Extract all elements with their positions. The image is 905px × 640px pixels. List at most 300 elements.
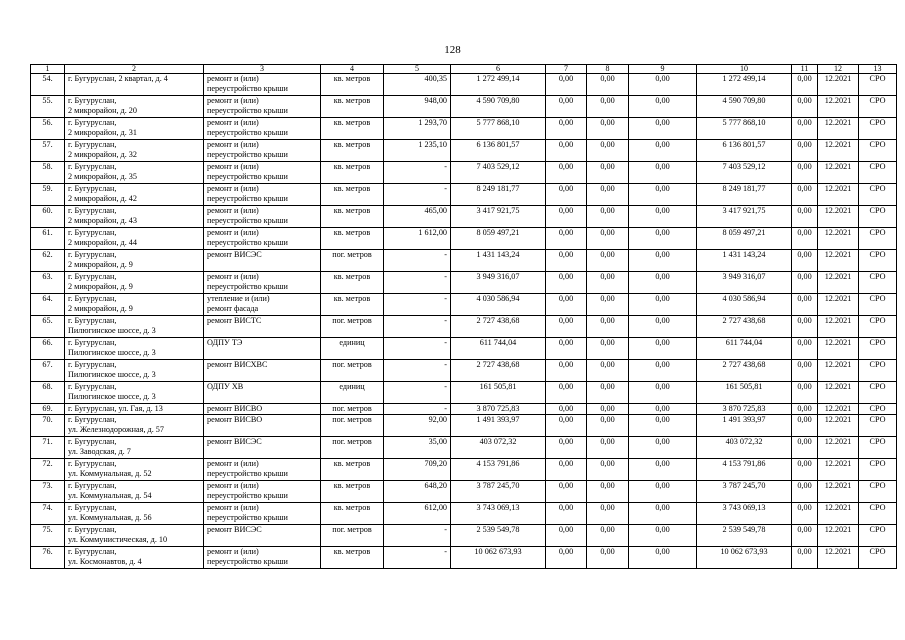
col7-cell: 0,00 (546, 74, 587, 96)
completion-date-cell: 12.2021 (818, 360, 859, 382)
completion-date-cell: 12.2021 (818, 437, 859, 459)
col11-cell: 0,00 (792, 360, 818, 382)
col10-cell: 2 727 438,68 (697, 360, 792, 382)
work-type-cell: ремонт и (или) переустройство крыши (204, 228, 321, 250)
quantity-cell: 709,20 (384, 459, 451, 481)
address-cell: г. Бугуруслан, 2 микрорайон, д. 20 (65, 96, 204, 118)
funding-source-cell: СРО (859, 547, 897, 569)
work-type-cell: ремонт ВИСЭС (204, 437, 321, 459)
col10-cell: 4 153 791,86 (697, 459, 792, 481)
col11-cell: 0,00 (792, 118, 818, 140)
col10-cell: 4 590 709,80 (697, 96, 792, 118)
col10-cell: 161 505,81 (697, 382, 792, 404)
address-cell: г. Бугуруслан, 2 микрорайон, д. 32 (65, 140, 204, 162)
completion-date-cell: 12.2021 (818, 96, 859, 118)
col7-cell: 0,00 (546, 118, 587, 140)
column-number-11: 11 (792, 65, 818, 74)
table-row (31, 162, 897, 184)
funding-source-cell: СРО (859, 503, 897, 525)
completion-date-cell: 12.2021 (818, 272, 859, 294)
work-type-cell: ремонт и (или) переустройство крыши (204, 184, 321, 206)
col8-cell: 0,00 (587, 547, 629, 569)
col11-cell: 0,00 (792, 404, 818, 415)
col9-cell: 0,00 (629, 162, 697, 184)
table-row (31, 294, 897, 316)
funding-source-cell: СРО (859, 96, 897, 118)
col8-cell: 0,00 (587, 228, 629, 250)
quantity-cell: 465,00 (384, 206, 451, 228)
col8-cell: 0,00 (587, 96, 629, 118)
funding-source-cell: СРО (859, 316, 897, 338)
row-number: 66. (31, 338, 65, 360)
completion-date-cell: 12.2021 (818, 547, 859, 569)
column-number-7: 7 (546, 65, 587, 74)
work-type-cell: ремонт и (или) переустройство крыши (204, 272, 321, 294)
funding-source-cell: СРО (859, 404, 897, 415)
completion-date-cell: 12.2021 (818, 503, 859, 525)
unit-cell: пог. метров (321, 404, 384, 415)
completion-date-cell: 12.2021 (818, 228, 859, 250)
col9-cell: 0,00 (629, 206, 697, 228)
address-cell: г. Бугуруслан, 2 микрорайон, д. 9 (65, 294, 204, 316)
quantity-cell: - (384, 184, 451, 206)
col11-cell: 0,00 (792, 547, 818, 569)
unit-cell: кв. метров (321, 74, 384, 96)
total-cost-cell: 1 272 499,14 (451, 74, 546, 96)
column-number-8: 8 (587, 65, 629, 74)
row-number: 70. (31, 415, 65, 437)
col7-cell: 0,00 (546, 382, 587, 404)
col7-cell: 0,00 (546, 140, 587, 162)
funding-source-cell: СРО (859, 74, 897, 96)
address-cell: г. Бугуруслан, 2 микрорайон, д. 35 (65, 162, 204, 184)
completion-date-cell: 12.2021 (818, 140, 859, 162)
row-number: 62. (31, 250, 65, 272)
col11-cell: 0,00 (792, 206, 818, 228)
completion-date-cell: 12.2021 (818, 250, 859, 272)
work-type-cell: ремонт ВИСЭС (204, 525, 321, 547)
row-number: 55. (31, 96, 65, 118)
funding-source-cell: СРО (859, 184, 897, 206)
quantity-cell: 948,00 (384, 96, 451, 118)
completion-date-cell: 12.2021 (818, 459, 859, 481)
work-type-cell: ремонт и (или) переустройство крыши (204, 74, 321, 96)
row-number: 60. (31, 206, 65, 228)
col9-cell: 0,00 (629, 250, 697, 272)
total-cost-cell: 4 590 709,80 (451, 96, 546, 118)
col9-cell: 0,00 (629, 316, 697, 338)
col10-cell: 3 949 316,07 (697, 272, 792, 294)
table-row (31, 382, 897, 404)
quantity-cell: - (384, 272, 451, 294)
col10-cell: 3 417 921,75 (697, 206, 792, 228)
col8-cell: 0,00 (587, 250, 629, 272)
row-number: 76. (31, 547, 65, 569)
completion-date-cell: 12.2021 (818, 415, 859, 437)
work-type-cell: ремонт и (или) переустройство крыши (204, 118, 321, 140)
address-cell: г. Бугуруслан, ул. Коммунальная, д. 54 (65, 481, 204, 503)
col8-cell: 0,00 (587, 162, 629, 184)
quantity-cell: 35,00 (384, 437, 451, 459)
completion-date-cell: 12.2021 (818, 74, 859, 96)
col8-cell: 0,00 (587, 140, 629, 162)
address-cell: г. Бугуруслан, ул. Железнодорожная, д. 57 (65, 415, 204, 437)
col7-cell: 0,00 (546, 338, 587, 360)
table-row (31, 481, 897, 503)
total-cost-cell: 2 727 438,68 (451, 316, 546, 338)
total-cost-cell: 3 949 316,07 (451, 272, 546, 294)
funding-source-cell: СРО (859, 338, 897, 360)
quantity-cell: - (384, 338, 451, 360)
unit-cell: кв. метров (321, 503, 384, 525)
row-number: 64. (31, 294, 65, 316)
completion-date-cell: 12.2021 (818, 404, 859, 415)
col8-cell: 0,00 (587, 272, 629, 294)
address-cell: г. Бугуруслан, 2 микрорайон, д. 42 (65, 184, 204, 206)
unit-cell: пог. метров (321, 250, 384, 272)
col8-cell: 0,00 (587, 316, 629, 338)
work-type-cell: ремонт и (или) переустройство крыши (204, 206, 321, 228)
col7-cell: 0,00 (546, 360, 587, 382)
row-number: 73. (31, 481, 65, 503)
col10-cell: 1 491 393,97 (697, 415, 792, 437)
table-row (31, 360, 897, 382)
total-cost-cell: 161 505,81 (451, 382, 546, 404)
col8-cell: 0,00 (587, 415, 629, 437)
row-number: 65. (31, 316, 65, 338)
table-row (31, 96, 897, 118)
total-cost-cell: 4 030 586,94 (451, 294, 546, 316)
col10-cell: 2 727 438,68 (697, 316, 792, 338)
row-number: 68. (31, 382, 65, 404)
quantity-cell: - (384, 382, 451, 404)
quantity-cell: 400,35 (384, 74, 451, 96)
column-number-3: 3 (204, 65, 321, 74)
completion-date-cell: 12.2021 (818, 481, 859, 503)
funding-source-cell: СРО (859, 459, 897, 481)
capital-repair-table (30, 64, 897, 569)
row-number: 61. (31, 228, 65, 250)
col11-cell: 0,00 (792, 316, 818, 338)
col7-cell: 0,00 (546, 503, 587, 525)
address-cell: г. Бугуруслан, 2 микрорайон, д. 9 (65, 250, 204, 272)
quantity-cell: - (384, 162, 451, 184)
col8-cell: 0,00 (587, 503, 629, 525)
col10-cell: 4 030 586,94 (697, 294, 792, 316)
col11-cell: 0,00 (792, 96, 818, 118)
col9-cell: 0,00 (629, 547, 697, 569)
col7-cell: 0,00 (546, 316, 587, 338)
work-type-cell: ремонт и (или) переустройство крыши (204, 481, 321, 503)
funding-source-cell: СРО (859, 162, 897, 184)
column-number-12: 12 (818, 65, 859, 74)
row-number: 71. (31, 437, 65, 459)
funding-source-cell: СРО (859, 140, 897, 162)
col8-cell: 0,00 (587, 206, 629, 228)
unit-cell: кв. метров (321, 162, 384, 184)
unit-cell: пог. метров (321, 316, 384, 338)
col9-cell: 0,00 (629, 118, 697, 140)
address-cell: г. Бугуруслан, Пилюгинское шоссе, д. 3 (65, 360, 204, 382)
address-cell: г. Бугуруслан, Пилюгинское шоссе, д. 3 (65, 338, 204, 360)
quantity-cell: 92,00 (384, 415, 451, 437)
quantity-cell: 1 293,70 (384, 118, 451, 140)
unit-cell: кв. метров (321, 228, 384, 250)
total-cost-cell: 3 870 725,83 (451, 404, 546, 415)
quantity-cell: 1 235,10 (384, 140, 451, 162)
quantity-cell: 612,00 (384, 503, 451, 525)
funding-source-cell: СРО (859, 360, 897, 382)
col11-cell: 0,00 (792, 294, 818, 316)
page-number: 128 (444, 44, 461, 56)
quantity-cell: - (384, 316, 451, 338)
col10-cell: 3 743 069,13 (697, 503, 792, 525)
address-cell: г. Бугуруслан, 2 микрорайон, д. 44 (65, 228, 204, 250)
total-cost-cell: 403 072,32 (451, 437, 546, 459)
work-type-cell: ремонт ВИСТС (204, 316, 321, 338)
table-row (31, 404, 897, 415)
total-cost-cell: 6 136 801,57 (451, 140, 546, 162)
address-cell: г. Бугуруслан, Пилюгинское шоссе, д. 3 (65, 316, 204, 338)
unit-cell: единиц (321, 382, 384, 404)
col10-cell: 3 870 725,83 (697, 404, 792, 415)
address-cell: г. Бугуруслан, ул. Коммунистическая, д. 10 (65, 525, 204, 547)
column-number-5: 5 (384, 65, 451, 74)
row-number: 57. (31, 140, 65, 162)
table-row (31, 338, 897, 360)
column-number-2: 2 (65, 65, 204, 74)
unit-cell: кв. метров (321, 206, 384, 228)
col8-cell: 0,00 (587, 338, 629, 360)
col8-cell: 0,00 (587, 294, 629, 316)
work-type-cell: ОДПУ ХВ (204, 382, 321, 404)
col7-cell: 0,00 (546, 547, 587, 569)
quantity-cell: - (384, 294, 451, 316)
col11-cell: 0,00 (792, 382, 818, 404)
col9-cell: 0,00 (629, 96, 697, 118)
row-number: 54. (31, 74, 65, 96)
table-row (31, 437, 897, 459)
table-row (31, 184, 897, 206)
col10-cell: 10 062 673,93 (697, 547, 792, 569)
completion-date-cell: 12.2021 (818, 338, 859, 360)
total-cost-cell: 611 744,04 (451, 338, 546, 360)
total-cost-cell: 1 431 143,24 (451, 250, 546, 272)
completion-date-cell: 12.2021 (818, 294, 859, 316)
quantity-cell: - (384, 525, 451, 547)
work-type-cell: ремонт и (или) переустройство крыши (204, 459, 321, 481)
row-number: 74. (31, 503, 65, 525)
col8-cell: 0,00 (587, 118, 629, 140)
column-number-4: 4 (321, 65, 384, 74)
quantity-cell: 1 612,00 (384, 228, 451, 250)
row-number: 72. (31, 459, 65, 481)
col8-cell: 0,00 (587, 459, 629, 481)
col7-cell: 0,00 (546, 162, 587, 184)
col11-cell: 0,00 (792, 415, 818, 437)
unit-cell: кв. метров (321, 96, 384, 118)
col7-cell: 0,00 (546, 415, 587, 437)
table-row (31, 250, 897, 272)
col10-cell: 3 787 245,70 (697, 481, 792, 503)
col7-cell: 0,00 (546, 404, 587, 415)
table-row (31, 503, 897, 525)
col7-cell: 0,00 (546, 250, 587, 272)
work-type-cell: ремонт и (или) переустройство крыши (204, 96, 321, 118)
col8-cell: 0,00 (587, 404, 629, 415)
col7-cell: 0,00 (546, 525, 587, 547)
col8-cell: 0,00 (587, 360, 629, 382)
col7-cell: 0,00 (546, 272, 587, 294)
col9-cell: 0,00 (629, 404, 697, 415)
col11-cell: 0,00 (792, 74, 818, 96)
col9-cell: 0,00 (629, 140, 697, 162)
col11-cell: 0,00 (792, 437, 818, 459)
col9-cell: 0,00 (629, 415, 697, 437)
row-number: 69. (31, 404, 65, 415)
col9-cell: 0,00 (629, 481, 697, 503)
col11-cell: 0,00 (792, 228, 818, 250)
total-cost-cell: 3 743 069,13 (451, 503, 546, 525)
row-number: 56. (31, 118, 65, 140)
table-row (31, 140, 897, 162)
row-number: 59. (31, 184, 65, 206)
address-cell: г. Бугуруслан, 2 квартал, д. 4 (65, 74, 204, 96)
address-cell: г. Бугуруслан, ул. Космонавтов, д. 4 (65, 547, 204, 569)
col8-cell: 0,00 (587, 525, 629, 547)
funding-source-cell: СРО (859, 272, 897, 294)
col9-cell: 0,00 (629, 459, 697, 481)
work-type-cell: ремонт ВИСХВС (204, 360, 321, 382)
unit-cell: кв. метров (321, 459, 384, 481)
col11-cell: 0,00 (792, 272, 818, 294)
column-number-1: 1 (31, 65, 65, 74)
funding-source-cell: СРО (859, 250, 897, 272)
col9-cell: 0,00 (629, 184, 697, 206)
completion-date-cell: 12.2021 (818, 184, 859, 206)
work-type-cell: ОДПУ ТЭ (204, 338, 321, 360)
completion-date-cell: 12.2021 (818, 206, 859, 228)
col9-cell: 0,00 (629, 272, 697, 294)
total-cost-cell: 8 249 181,77 (451, 184, 546, 206)
funding-source-cell: СРО (859, 228, 897, 250)
funding-source-cell: СРО (859, 382, 897, 404)
col10-cell: 8 249 181,77 (697, 184, 792, 206)
col11-cell: 0,00 (792, 503, 818, 525)
table-row (31, 118, 897, 140)
funding-source-cell: СРО (859, 118, 897, 140)
completion-date-cell: 12.2021 (818, 162, 859, 184)
total-cost-cell: 3 787 245,70 (451, 481, 546, 503)
col9-cell: 0,00 (629, 74, 697, 96)
col11-cell: 0,00 (792, 162, 818, 184)
quantity-cell: - (384, 360, 451, 382)
funding-source-cell: СРО (859, 415, 897, 437)
table-row (31, 459, 897, 481)
column-number-6: 6 (451, 65, 546, 74)
work-type-cell: ремонт ВИСВО (204, 404, 321, 415)
address-cell: г. Бугуруслан, ул. Коммунальная, д. 56 (65, 503, 204, 525)
col8-cell: 0,00 (587, 184, 629, 206)
work-type-cell: ремонт и (или) переустройство крыши (204, 547, 321, 569)
col11-cell: 0,00 (792, 250, 818, 272)
quantity-cell: 648,20 (384, 481, 451, 503)
col10-cell: 1 272 499,14 (697, 74, 792, 96)
col10-cell: 5 777 868,10 (697, 118, 792, 140)
col10-cell: 1 431 143,24 (697, 250, 792, 272)
col11-cell: 0,00 (792, 338, 818, 360)
col11-cell: 0,00 (792, 140, 818, 162)
col9-cell: 0,00 (629, 525, 697, 547)
col11-cell: 0,00 (792, 481, 818, 503)
completion-date-cell: 12.2021 (818, 525, 859, 547)
col10-cell: 8 059 497,21 (697, 228, 792, 250)
address-cell: г. Бугуруслан, ул. Заводская, д. 7 (65, 437, 204, 459)
col7-cell: 0,00 (546, 437, 587, 459)
unit-cell: кв. метров (321, 294, 384, 316)
total-cost-cell: 7 403 529,12 (451, 162, 546, 184)
quantity-cell: - (384, 250, 451, 272)
total-cost-cell: 2 727 438,68 (451, 360, 546, 382)
quantity-cell: - (384, 404, 451, 415)
work-type-cell: ремонт и (или) переустройство крыши (204, 162, 321, 184)
total-cost-cell: 2 539 549,78 (451, 525, 546, 547)
unit-cell: пог. метров (321, 437, 384, 459)
col9-cell: 0,00 (629, 360, 697, 382)
total-cost-cell: 1 491 393,97 (451, 415, 546, 437)
table-row (31, 415, 897, 437)
col9-cell: 0,00 (629, 503, 697, 525)
quantity-cell: - (384, 547, 451, 569)
column-number-13: 13 (859, 65, 897, 74)
table-row (31, 525, 897, 547)
address-cell: г. Бугуруслан, ул. Гая, д. 13 (65, 404, 204, 415)
unit-cell: кв. метров (321, 140, 384, 162)
col10-cell: 611 744,04 (697, 338, 792, 360)
col10-cell: 7 403 529,12 (697, 162, 792, 184)
completion-date-cell: 12.2021 (818, 118, 859, 140)
col7-cell: 0,00 (546, 294, 587, 316)
col7-cell: 0,00 (546, 481, 587, 503)
funding-source-cell: СРО (859, 206, 897, 228)
column-number-10: 10 (697, 65, 792, 74)
col9-cell: 0,00 (629, 338, 697, 360)
row-number: 75. (31, 525, 65, 547)
table-row (31, 316, 897, 338)
col7-cell: 0,00 (546, 228, 587, 250)
work-type-cell: ремонт ВИСЭС (204, 250, 321, 272)
row-number: 58. (31, 162, 65, 184)
total-cost-cell: 4 153 791,86 (451, 459, 546, 481)
address-cell: г. Бугуруслан, Пилюгинское шоссе, д. 3 (65, 382, 204, 404)
col8-cell: 0,00 (587, 437, 629, 459)
row-number: 67. (31, 360, 65, 382)
column-number-9: 9 (629, 65, 697, 74)
unit-cell: кв. метров (321, 118, 384, 140)
funding-source-cell: СРО (859, 481, 897, 503)
col11-cell: 0,00 (792, 525, 818, 547)
col10-cell: 403 072,32 (697, 437, 792, 459)
address-cell: г. Бугуруслан, 2 микрорайон, д. 9 (65, 272, 204, 294)
col8-cell: 0,00 (587, 382, 629, 404)
total-cost-cell: 3 417 921,75 (451, 206, 546, 228)
col11-cell: 0,00 (792, 459, 818, 481)
unit-cell: единиц (321, 338, 384, 360)
column-number-row (31, 65, 897, 74)
col9-cell: 0,00 (629, 382, 697, 404)
col9-cell: 0,00 (629, 294, 697, 316)
col7-cell: 0,00 (546, 459, 587, 481)
